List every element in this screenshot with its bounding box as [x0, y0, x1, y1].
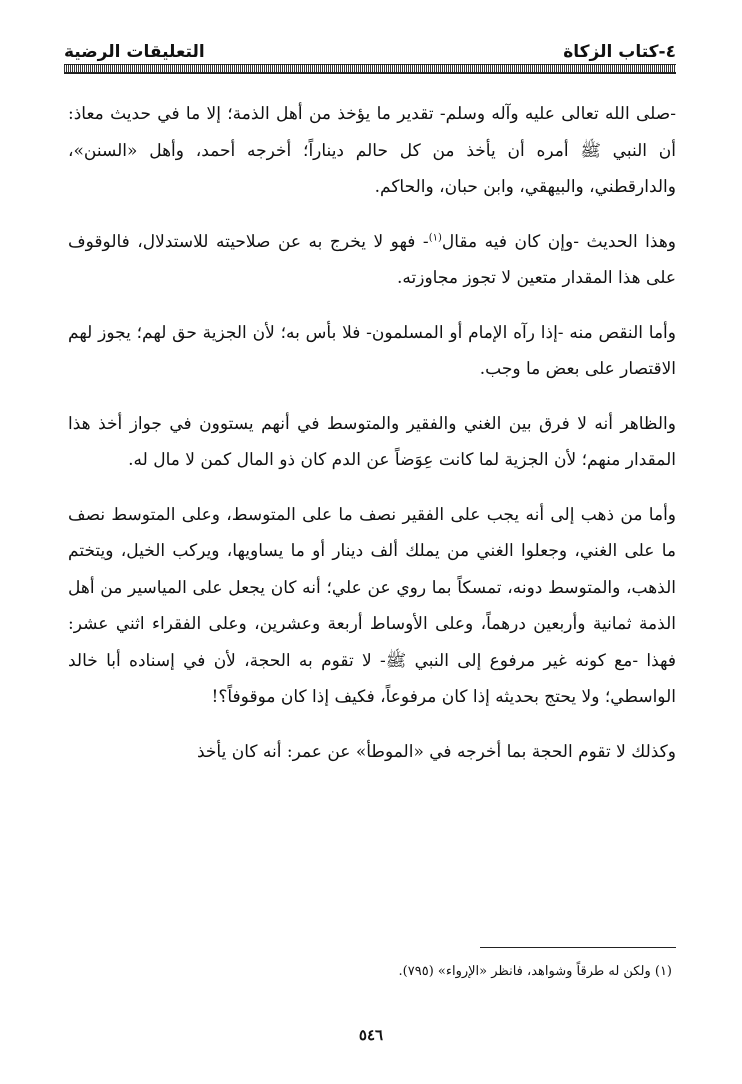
- paragraph-3: وأما النقص منه -إذا رآه الإمام أو المسلمون- فلا بأس به؛ لأن الجزية حق لهم؛ يجوز لهم الاقتصار على بعض ما وجب.: [68, 322, 676, 379]
- running-header: [64, 30, 676, 62]
- paragraph-5: وأما من ذهب إلى أنه يجب على الفقير نصف ما على المتوسط، وعلى المتوسط نصف ما على الغني، وجعلوا الغني من يملك ألف دينار أو ما يساويها، ويركب الخيل، ويتختم الذهب، والمتوسط دونه، تمسكاً بما روي عن علي؛ أنه كان يجعل على المياسير من أهل الذمة ثمانية وأربعين درهماً، وعلى الأوساط أربعة وعشرين، وعلى الفقراء اثني عشر: فهذا -مع كونه غير مرفوع إلى النبي ﷺ- لا تقوم به الحجة، لأن في إسناده أبا خالد الواسطي؛ ولا يحتج بحديثه إذا كان مرفوعاً، فكيف إذا كان موقوفاً؟!: [68, 504, 676, 707]
- paragraph-6: وكذلك لا تقوم الحجة بما أخرجه في «الموطأ» عن عمر: أنه كان يأخذ: [196, 741, 676, 762]
- paragraph-2-start: وهذا الحديث -وإن كان فيه مقال: [441, 231, 676, 252]
- paragraph-2-end: - فهو لا يخرج به عن صلاحيته للاستدلال، فالوقوف على هذا المقدار متعين لا تجوز مجاوزته.: [68, 231, 676, 288]
- footnote: (١) ولكن له طرقاً وشواهد، فانظر «الإرواء» (٧٩٥).: [398, 964, 672, 979]
- header-rule: [64, 64, 676, 74]
- book-title: التعليقات الرضية: [64, 42, 205, 62]
- paragraph-4: والظاهر أنه لا فرق بين الغني والفقير والمتوسط في أنهم يستوون في جواز أخذ هذا المقدار منهم؛ لأن الجزية لما كانت عِوَضاً عن الدم كان ذو المال كمن لا مال له.: [68, 413, 676, 470]
- footnote-reference: (١): [428, 231, 442, 243]
- footnote-separator: [480, 947, 676, 948]
- chapter-title: ٤-كتاب الزكاة: [563, 42, 676, 62]
- paragraph-2: [68, 224, 676, 297]
- main-text: [68, 96, 676, 788]
- page-number: ٥٤٦: [358, 1026, 384, 1044]
- paragraph-1: -صلى الله تعالى عليه وآله وسلم- تقدير ما يؤخذ من أهل الذمة؛ إلا ما في حديث معاذ: أن النبي ﷺ أمره أن يأخذ من كل حالم ديناراً؛ أخرجه أحمد، وأهل «السنن»، والدارقطني، والبيهقي، وابن حبان، والحاكم.: [68, 104, 676, 197]
